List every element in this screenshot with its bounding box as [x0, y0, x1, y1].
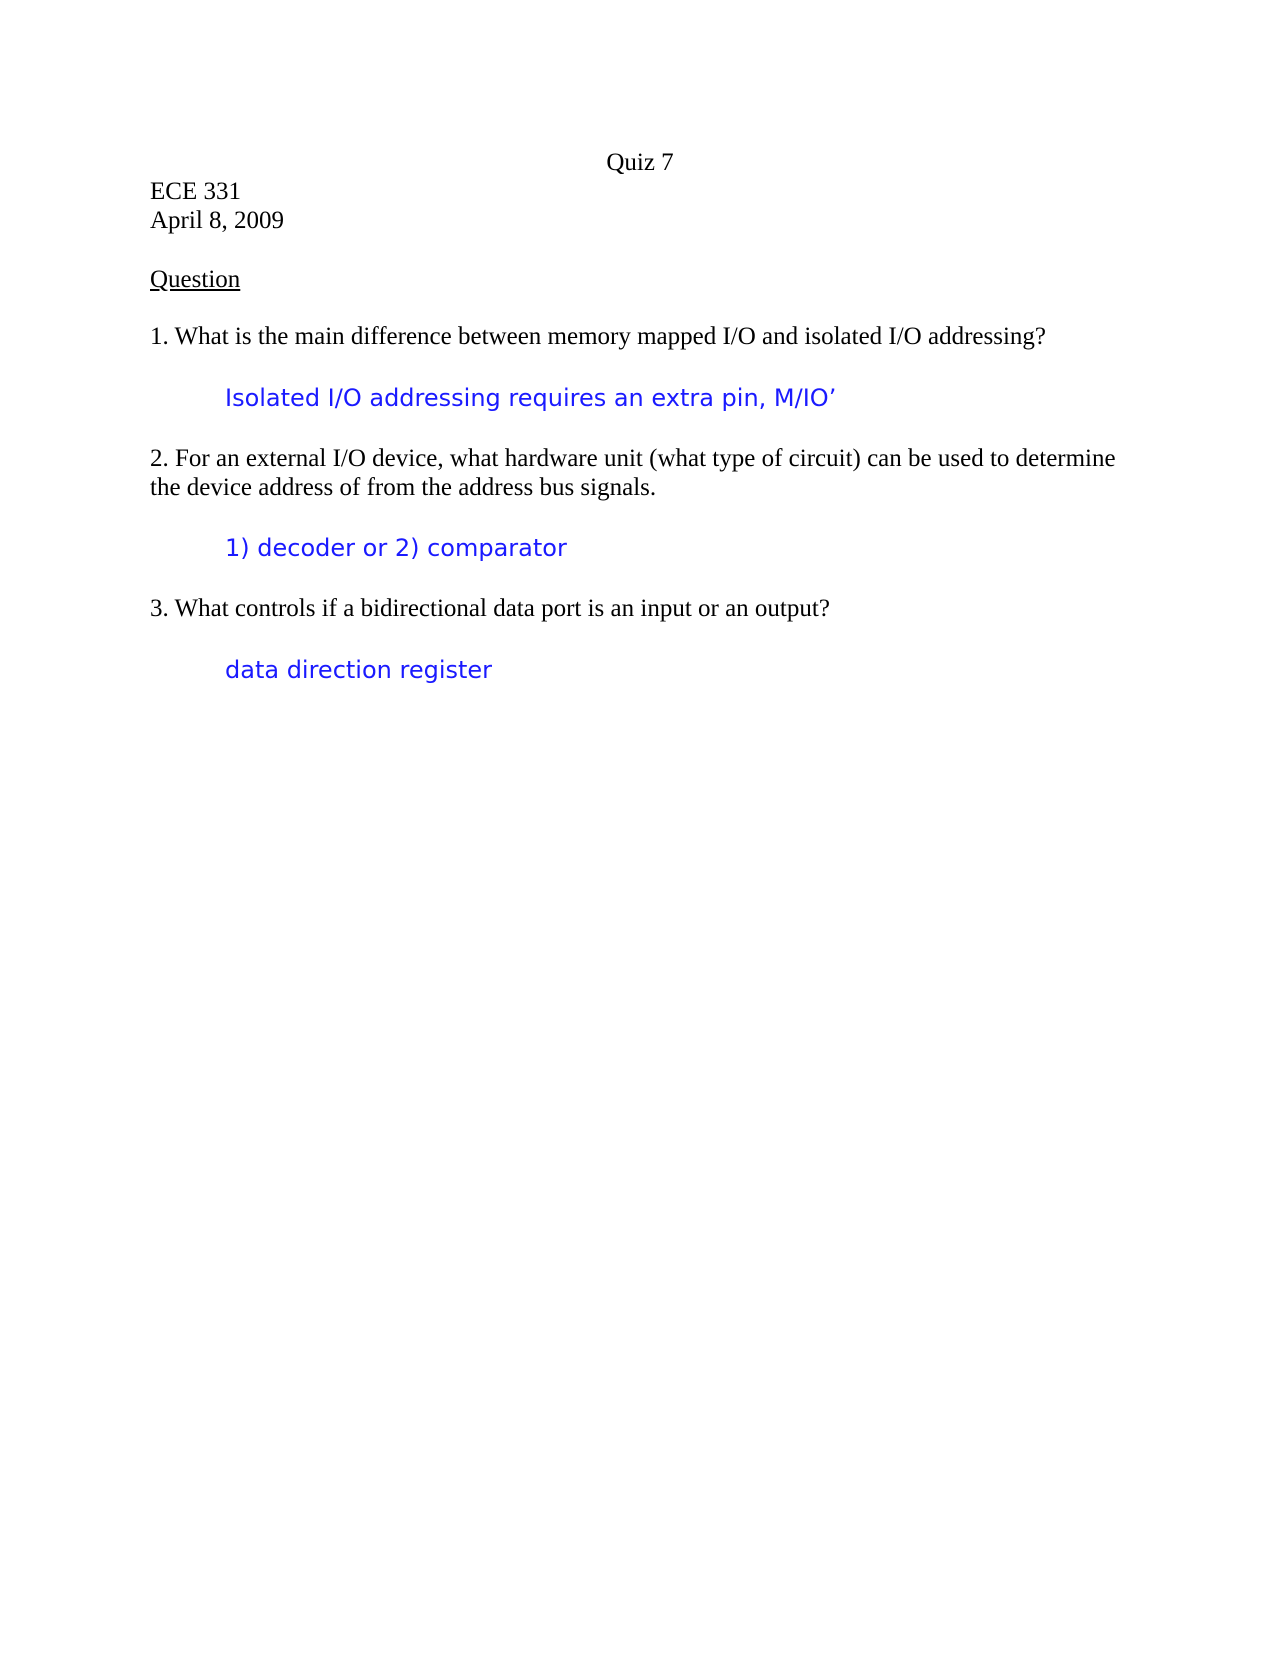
question-2: 2. For an external I/O device, what hardware unit (what type of circuit) can be used to determine the device address of from the address bus signals. [150, 445, 1116, 501]
answer-1: Isolated I/O addressing requires an extra pin, M/IO’ [225, 384, 837, 412]
question-1: 1. What is the main difference between memory mapped I/O and isolated I/O addressing? [150, 323, 1047, 350]
question-3: 3. What controls if a bidirectional data port is an input or an output? [150, 595, 830, 622]
course-name: ECE 331 [150, 178, 241, 205]
answer-3: data direction register [225, 656, 493, 684]
quiz-date: April 8, 2009 [150, 207, 285, 234]
answer-2: 1) decoder or 2) comparator [225, 534, 567, 562]
course-header [150, 177, 284, 235]
quiz-title: Quiz 7 [606, 149, 674, 176]
section-label: Question [150, 266, 241, 293]
